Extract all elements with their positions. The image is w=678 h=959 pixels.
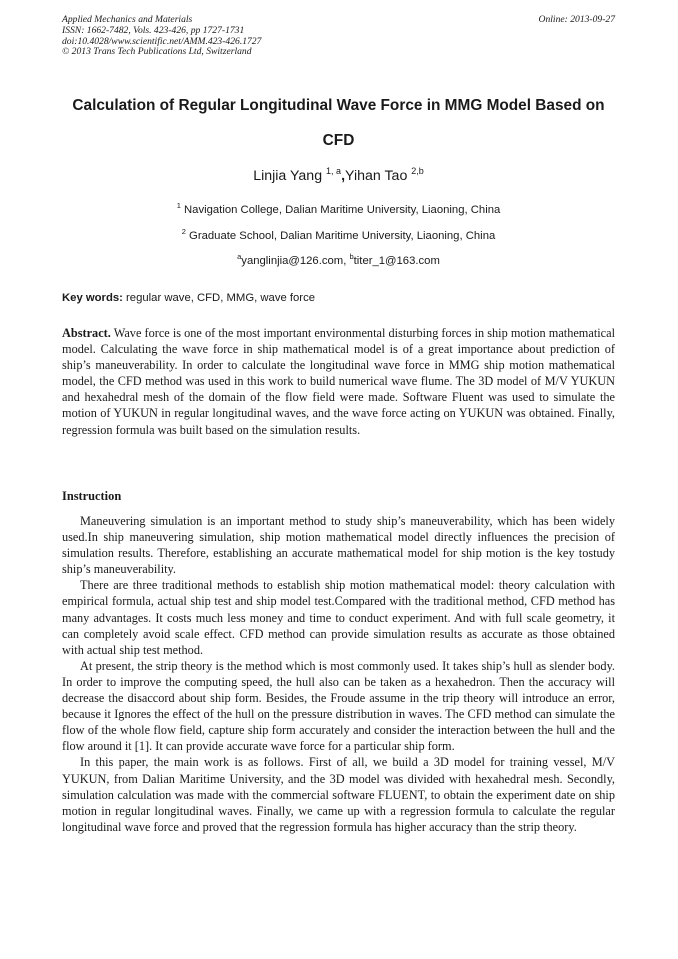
doi-line: doi:10.4028/www.scientific.net/AMM.423-426.1727	[62, 35, 262, 47]
abstract	[62, 325, 615, 438]
author-line	[62, 167, 615, 185]
affiliation-2	[62, 229, 615, 243]
publication-info	[62, 15, 261, 58]
keywords-label: Key words:	[62, 292, 123, 304]
email-superscript: b	[349, 252, 354, 261]
issn-line: ISSN: 1662-7482, Vols. 423-426, pp 1727-1731	[62, 24, 245, 36]
affiliation-text: Navigation College, Dalian Maritime University, Liaoning, China	[184, 204, 501, 216]
paragraph: At present, the strip theory is the method which is most commonly used. It takes ship’s hull as slender body. In order to improve the computing speed, the hull also can be taken as a hexahedron. Then the accuracy will decrease the disaccord about ship form. Besides, the Froude assume in the trip theory will introduce an error, because it Ignores the effect of the hull on the pressure distribution in waves. The CFD method can simulate the flow of the whole flow field, capture ship form accurately and consider the interaction between the hull and the flow around it [1]. It can provide accurate wave force for a particular ship form.	[62, 658, 615, 754]
keywords-text: regular wave, CFD, MMG, wave force	[122, 292, 316, 304]
email-superscript: a	[237, 252, 242, 261]
email-link[interactable]: titer_1@163.com	[353, 255, 440, 267]
author-name: Yihan Tao	[345, 168, 408, 184]
author-superscript: 2,b	[411, 166, 424, 176]
instruction-body	[62, 513, 615, 835]
paragraph: In this paper, the main work is as follows. First of all, we build a 3D model for training vessel, M/V YUKUN, from Dalian Maritime University, and the 3D model was divided with hexahedral mesh. Secondly, simulation calculation was made with the commercial software FLUENT, to obtain the experiment date on ship motion in regular longitudinal waves. Finally, we came up with a regression formula to calculate the regular longitudinal wave force and proved that the regression formula has higher accuracy than the strip theory.	[62, 755, 615, 834]
affiliation-superscript: 2	[181, 227, 186, 236]
journal-name: Applied Mechanics and Materials	[62, 14, 193, 25]
paragraph: Maneuvering simulation is an important method to study ship’s maneuverability, which has been widely used.In ship maneuvering simulation, ship motion mathematical model directly influences the precision of simulation results. Therefore, establishing an accurate mathematical model for ship motion is the key tostudy ship’s maneuverability.	[62, 514, 615, 577]
author-name: Linjia Yang	[253, 168, 323, 184]
paper-title: Calculation of Regular Longitudinal Wave Force in MMG Model Based on CFD	[72, 97, 605, 149]
email-link[interactable]: yanglinjia@126.com,	[241, 255, 350, 267]
affiliation-1	[62, 203, 615, 217]
online-date: Online: 2013-09-27	[538, 14, 615, 25]
section-heading: Instruction	[62, 489, 122, 503]
email-line	[62, 254, 615, 268]
affiliation-text: Graduate School, Dalian Maritime University, Liaoning, China	[189, 230, 496, 242]
abstract-text: Wave force is one of the most important environmental disturbing forces in ship motion mathematical model. Calculating the wave force in ship mathematical model is of a great importance about prediction of ship’s maneuverability. In order to calculate the longitudinal wave force in MMG ship motion mathematical model, the CFD method was used in this work to build numerical wave flume. The 3D model of M/V YUKUN and hexahedral mesh of the domain of the flow field were made. Software Fluent was used to simulate the motion of YUKUN in regular longitudinal waves, and the wave force acting on YUKUN was obtained. Finally, regression formula was built based on the simulation results.	[62, 326, 615, 437]
paragraph: There are three traditional methods to establish ship motion mathematical model: theory calculation with empirical formula, actual ship test and ship model test.Compared with the traditional method, CFD method has many advantages. It costs much less money and time to conduct experiment. And with full scale geometry, it can completely avoid scale effect. CFD method can provide simulation results as accurate as those obtained with actual ship test method.	[62, 578, 615, 657]
author-superscript: 1, a	[326, 166, 342, 176]
affiliation-superscript: 1	[176, 201, 181, 210]
abstract-label: Abstract.	[62, 326, 111, 340]
copyright-line: © 2013 Trans Tech Publications Ltd, Switzerland	[62, 46, 252, 58]
keywords-line	[62, 291, 315, 305]
author-separator: ,	[341, 168, 346, 184]
